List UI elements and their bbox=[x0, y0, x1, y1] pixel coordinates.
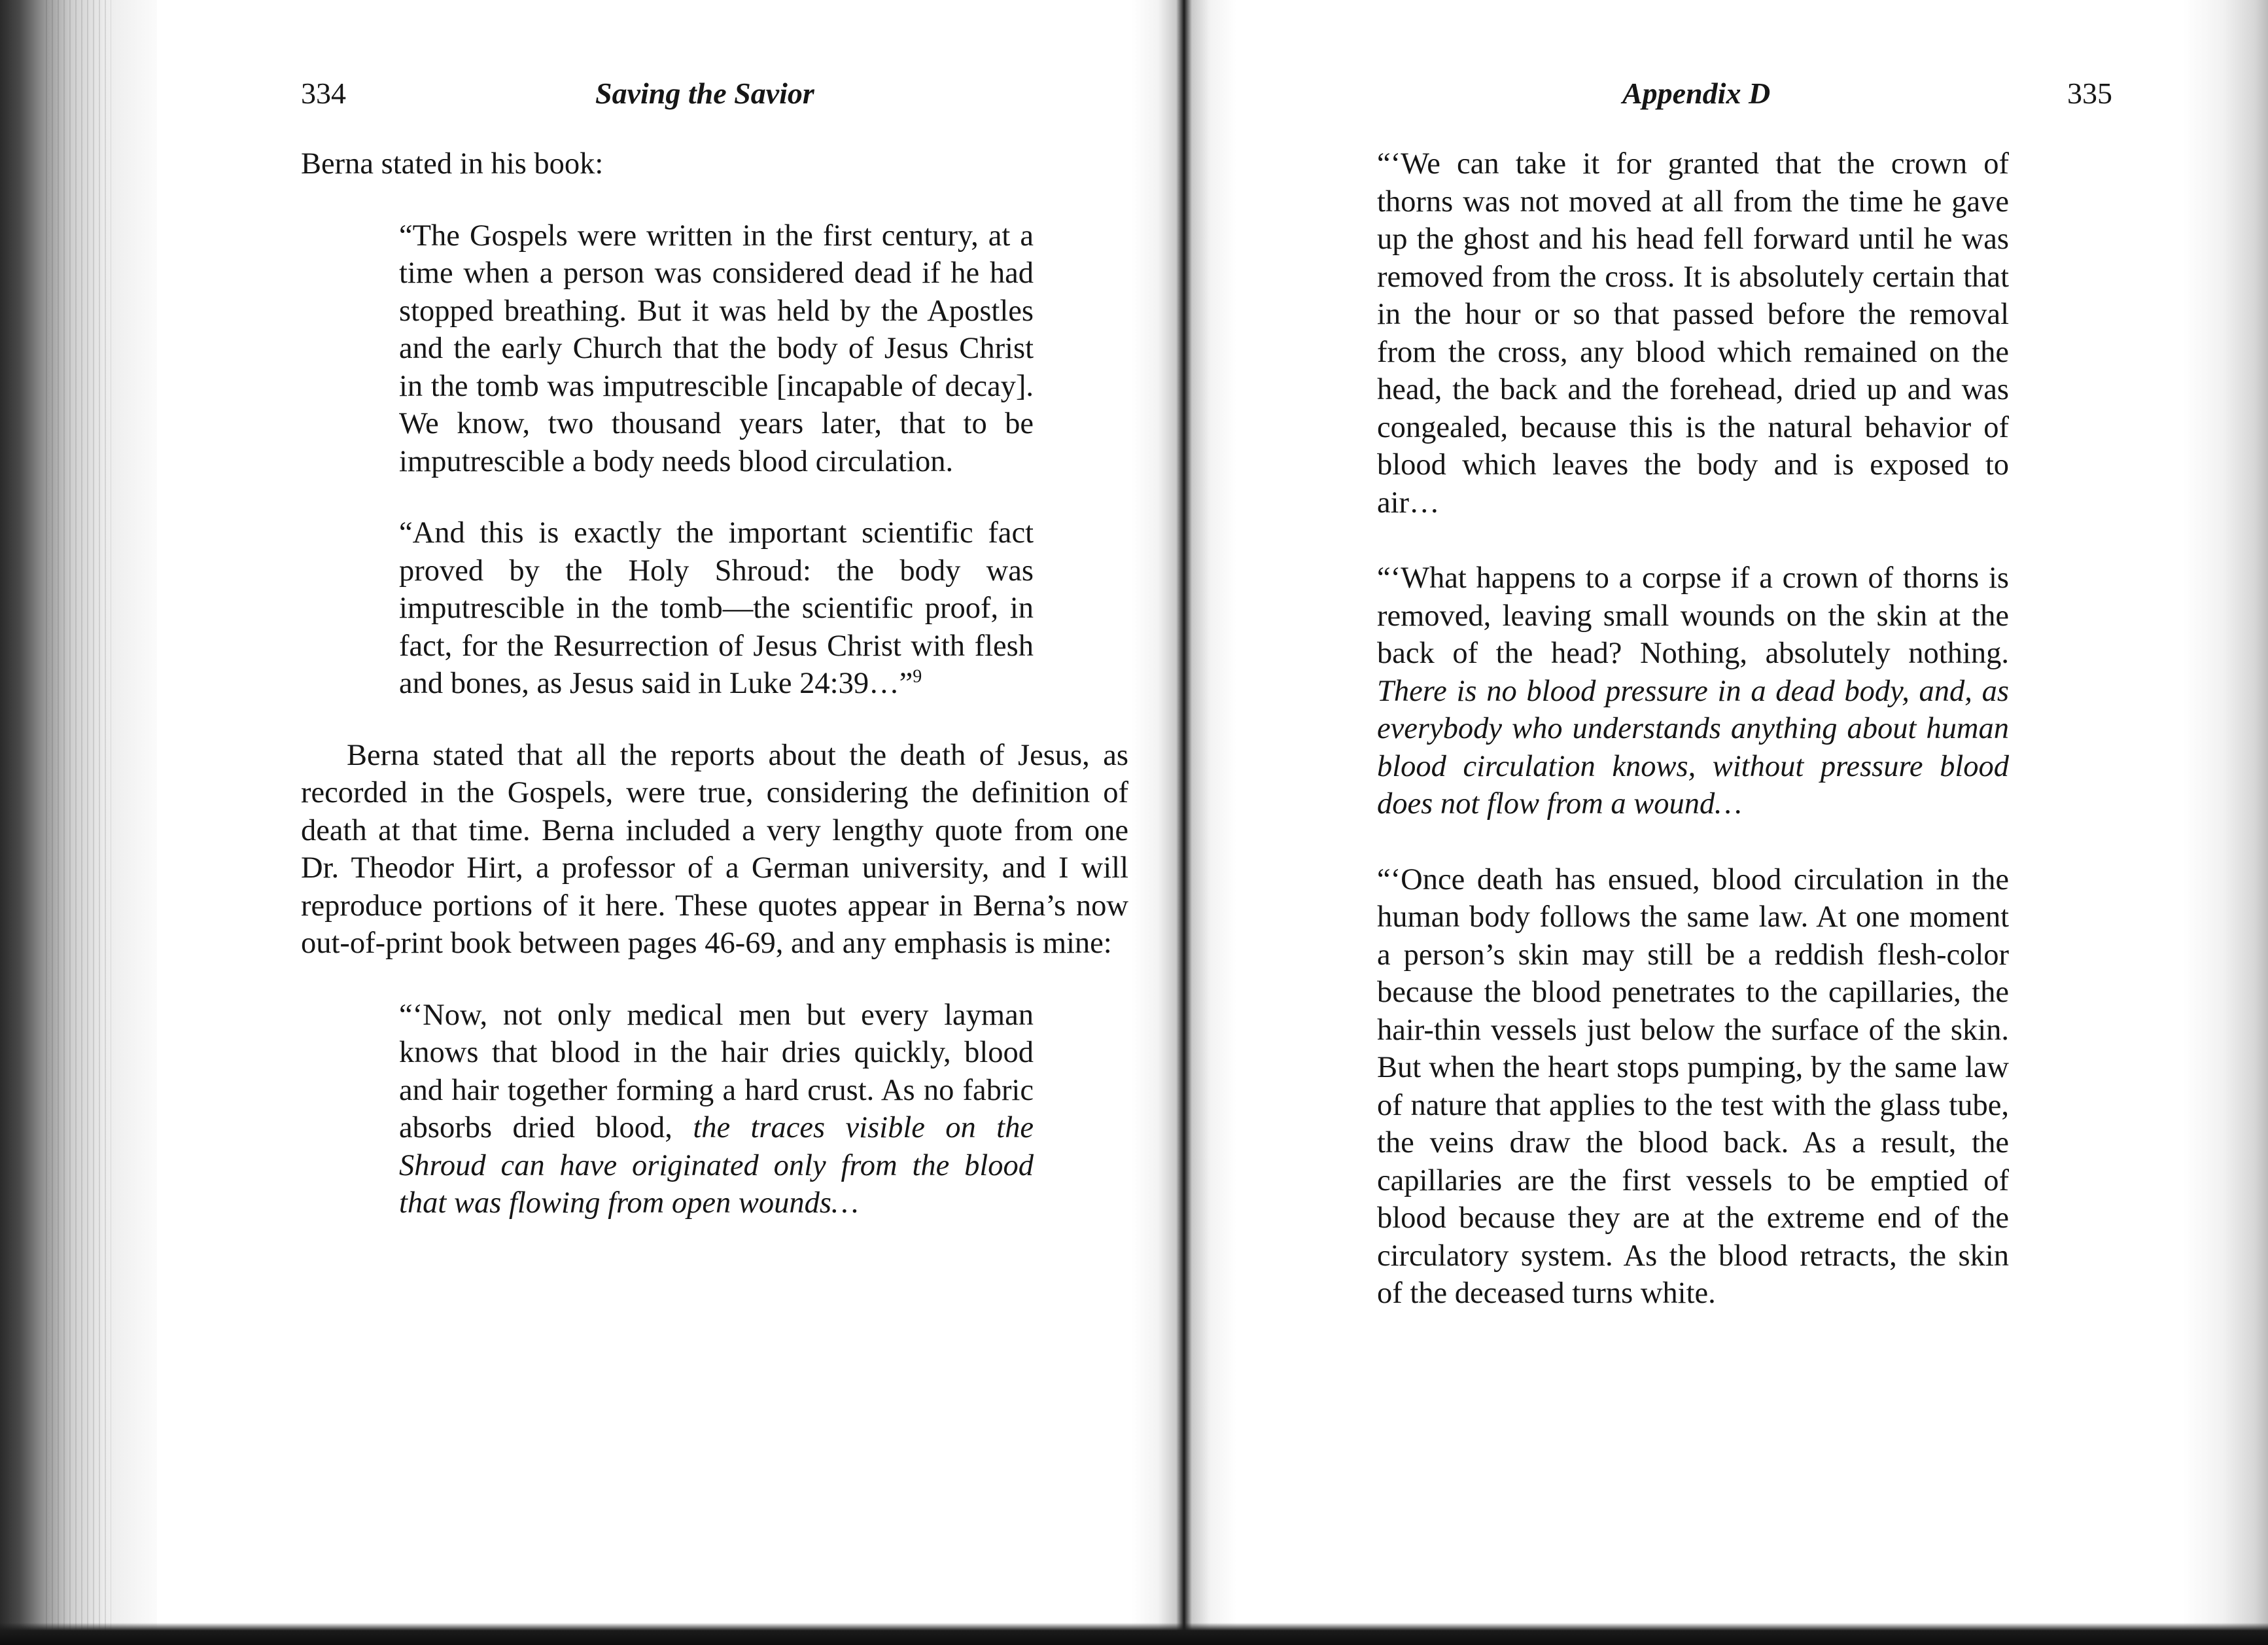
quote-corpse-emphasis: There is no blood pressure in a dead body, and, as everybody who understands anything about human blood circulation knows, without pressure blood does not flow from a wound… bbox=[1377, 674, 2009, 821]
book-gutter bbox=[1132, 0, 1236, 1645]
footnote-ref: 9 bbox=[913, 666, 922, 687]
right-page-number: 335 bbox=[2067, 77, 2112, 110]
quote-blood-circulation: “‘Once death has ensued, blood circulation in the human body follows the same law. At one moment a person’s skin may still be a reddish flesh-color because the blood penetrates to the capillaries, the hair-thin vessels just below the surface of the skin. But when the heart stops pumping, by the same law of nature that applies to the test with the glass tube, the veins draw the blood back. As a result, the capillaries are the first vessels to be emptied of blood because they are at the extreme end of the circulatory system. As the blood retracts, the skin of the deceased turns white. bbox=[1377, 862, 2009, 1310]
block-quote-hirt-text: “‘Now, not only medical men but every layman knows that blood in the hair dries quickly, blood and hair together forming a hard crust. As no fabric absorbs dried blood, bbox=[399, 998, 1034, 1144]
quote-corpse bbox=[1377, 559, 2009, 823]
body-paragraph: Berna stated that all the reports about the death of Jesus, as recorded in the Gospels, were true, considering the definition of death at that time. Berna included a very lengthy quote from one Dr. Theodor Hirt, a professor of a German university, and I will reproduce portions of it here. These quotes appear in Berna’s now out-of-print book between pages 46-69, and any emphasis is mine: bbox=[301, 738, 1128, 960]
left-page bbox=[301, 0, 1128, 1645]
block-quote-shroud-text: “And this is exactly the important scientific fact proved by the Holy Shroud: the body was imputrescible in the tomb—the scientific proof, in fact, for the Resurrection of Jesus Christ with flesh and bones, as Jesus said in Luke 24:39…” bbox=[399, 516, 1034, 700]
intro-line: Berna stated in his book: bbox=[301, 147, 604, 181]
quote-corpse-text: “‘What happens to a corpse if a crown of thorns is removed, leaving small wounds on the skin at the back of the head? Nothing, absolutely nothing. bbox=[1377, 561, 2009, 670]
left-running-head bbox=[301, 71, 1128, 116]
left-page-number: 334 bbox=[301, 77, 346, 110]
right-running-title: Appendix D bbox=[1622, 77, 1771, 110]
left-page-edges bbox=[0, 0, 157, 1645]
quote-crown-of-thorns: “‘We can take it for granted that the crown of thorns was not moved at all from the time he gave up the ghost and his head fell forward until he was removed from the cross. It is absolutely certain that in the hour or so that passed before the removal from the cross, any blood which remained on the head, the back and the forehead, dried up and was congealed, because this is the natural behavior of blood which leaves the body and is exposed to air… bbox=[1377, 147, 2009, 520]
block-quote-shroud bbox=[399, 514, 1034, 703]
left-running-title: Saving the Savior bbox=[595, 77, 814, 110]
block-quote-gospels: “The Gospels were written in the first century, at a time when a person was considered dead if he had stopped breathing. But it was held by the Apostles and the early Church that the body of Jesus Christ in the tomb was imputrescible [incapable of decay]. We know, two thousand years later, that to be imputrescible a body needs blood circulation. bbox=[399, 219, 1034, 478]
right-running-head bbox=[1377, 71, 2112, 116]
right-page-body bbox=[1377, 145, 2009, 1351]
block-quote-hirt bbox=[399, 997, 1034, 1222]
block-quote-hirt-emphasis: the traces visible on the Shroud can have originated only from the blood that was flowing from open wounds… bbox=[399, 1111, 1034, 1220]
right-page bbox=[1377, 0, 2112, 1645]
left-page-body bbox=[301, 145, 1128, 1222]
right-page-edge bbox=[2183, 0, 2268, 1645]
